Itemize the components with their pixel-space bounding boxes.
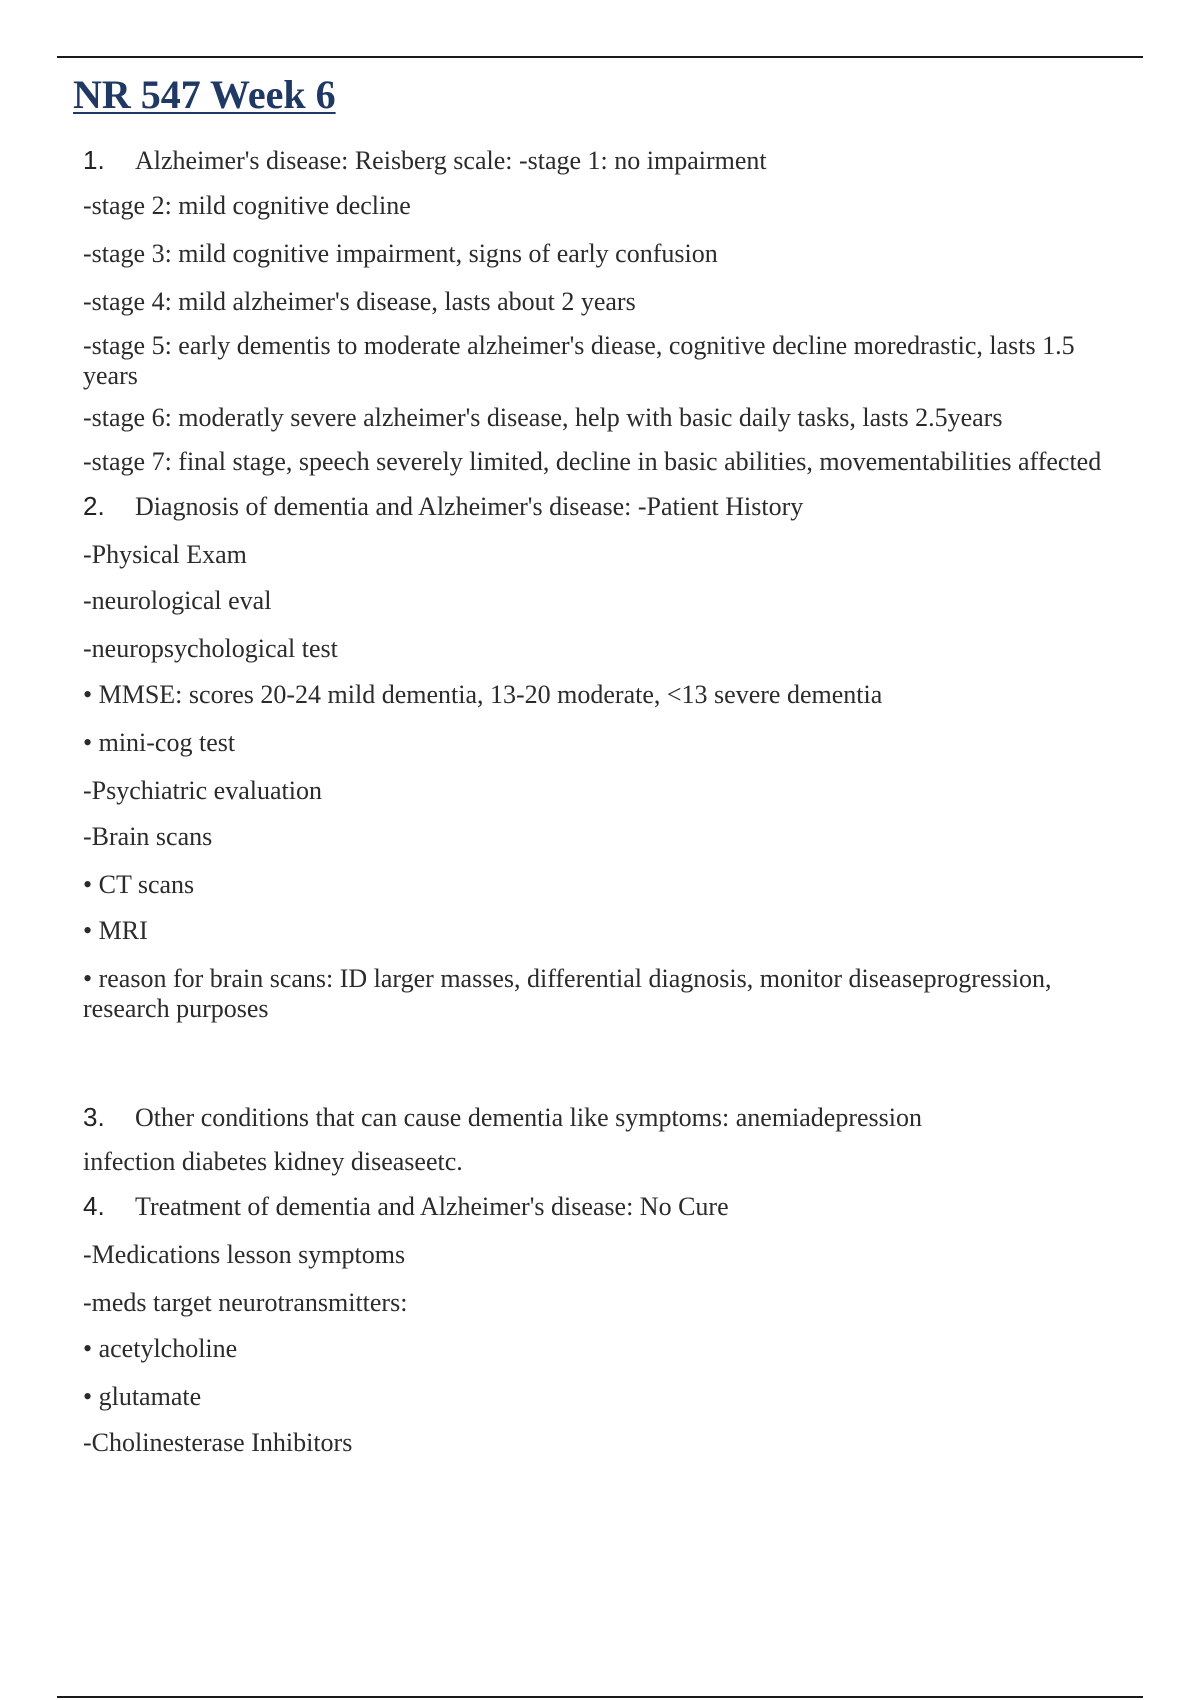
section-heading-text: Other conditions that can cause dementia like symptoms: anemiadepression [135,1103,923,1132]
list-item: • CT scans [83,870,195,899]
list-item: -stage 3: mild cognitive impairment, signs of early confusion [83,239,718,268]
list-item: -stage 7: final stage, speech severely limited, decline in basic abilities, movementabilities affected [83,447,1102,476]
section-heading [83,1191,1135,1222]
section-number: 4. [83,1191,105,1221]
section-heading-text: Alzheimer's disease: Reisberg scale: -stage 1: no impairment [135,146,767,175]
list-item: -neurological eval [83,586,272,615]
top-rule [57,56,1143,58]
list-item: • glutamate [83,1382,202,1411]
document-body [83,145,1135,1458]
section-heading [83,145,1135,176]
list-item: -Brain scans [83,822,213,851]
section-heading-text: Treatment of dementia and Alzheimer's disease: No Cure [135,1192,729,1221]
list-item: • mini-cog test [83,728,236,757]
list-item: • MRI [83,916,148,945]
list-item: -stage 6: moderatly severe alzheimer's disease, help with basic daily tasks, lasts 2.5years [83,403,1003,432]
list-item: -Physical Exam [83,540,247,569]
list-item: infection diabetes kidney diseaseetc. [83,1147,463,1176]
list-item: -Cholinesterase Inhibitors [83,1428,353,1457]
page-title: NR 547 Week 6 [73,72,336,117]
list-item: -stage 2: mild cognitive decline [83,191,411,220]
list-item: -Psychiatric evaluation [83,776,322,805]
list-item: -meds target neurotransmitters: [83,1288,408,1317]
list-item: • reason for brain scans: ID larger masses, differential diagnosis, monitor diseaseprogression, research purposes [83,964,1052,1023]
section-heading [83,1102,1135,1133]
section-number: 2. [83,491,105,521]
section-number: 3. [83,1102,105,1132]
bottom-rule [57,1696,1143,1698]
list-item: -neuropsychological test [83,634,338,663]
section-heading-text: Diagnosis of dementia and Alzheimer's disease: -Patient History [135,492,804,521]
list-item: -Medications lesson symptoms [83,1240,406,1269]
list-item: -stage 4: mild alzheimer's disease, lasts about 2 years [83,287,636,316]
list-item: • MMSE: scores 20-24 mild dementia, 13-20 moderate, <13 severe dementia [83,680,883,709]
section-number: 1. [83,145,105,175]
list-item: -stage 5: early dementis to moderate alzheimer's diease, cognitive decline moredrastic, lasts 1.5 years [83,331,1075,390]
section-heading [83,491,1135,522]
list-item: • acetylcholine [83,1334,238,1363]
